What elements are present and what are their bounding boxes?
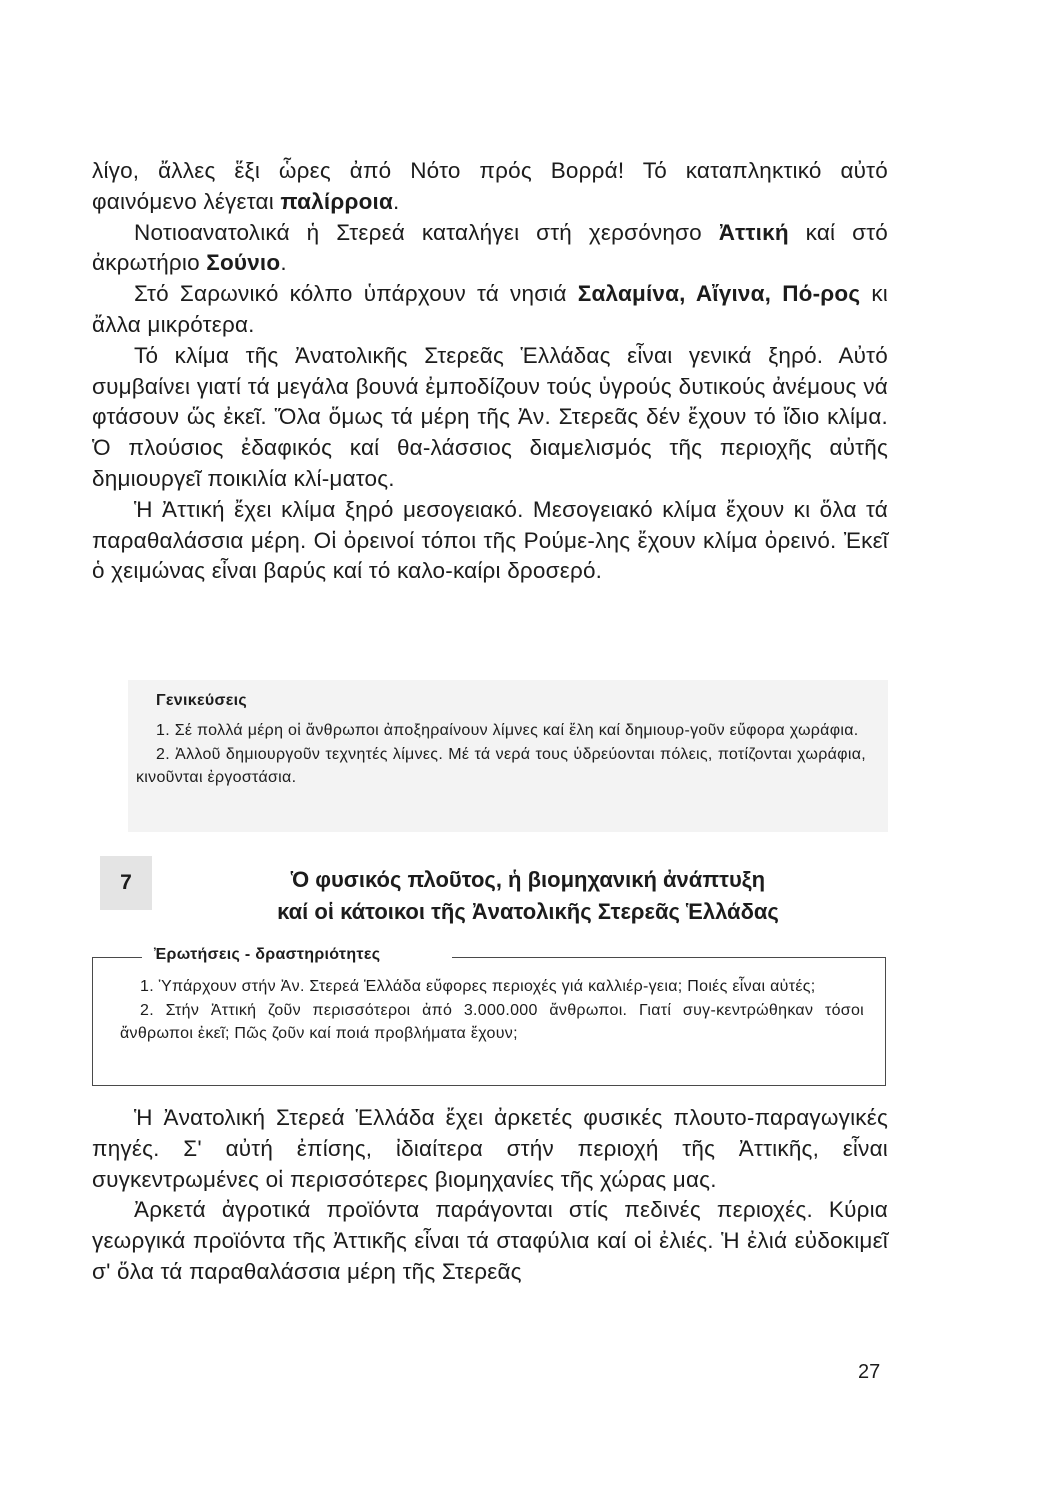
attica-pre: Νοτιοανατολικά ἡ Στερεά καταλήγει στή χερσόνησο	[134, 219, 719, 245]
term-islands: Σαλαμίνα, Αἴγινα, Πό-ρος	[577, 281, 861, 307]
term-tide: παλίρροια	[280, 188, 394, 214]
attica-climate-paragraph: Ἡ Ἀττική ἔχει κλίμα ξηρό μεσογειακό. Μεσογειακό κλίμα ἔχουν κι ὅλα τά παραθαλάσσια μέρη. Οἱ ὀρεινοί τόποι τῆς Ρούμε-λης ἔχουν κλίμα ὀρεινό. Ἐκεῖ ὁ χειμώνας εἶναι βαρύς καί τό καλο-καίρι δροσερό.	[92, 496, 888, 584]
lower-body-text	[92, 1103, 888, 1288]
intro-line-2-pre: φαινόμενο λέγεται	[92, 188, 281, 214]
agriculture-paragraph: Ἀρκετά ἀγροτικά προϊόντα παράγονται στίς πεδινές περιοχές. Κύρια γεωργικά προϊόντα τῆς Ἀττικῆς εἶναι τά σταφύλια καί οἱ ἐλιές. Ἡ ἐλιά εὐδοκιμεῖ σ' ὅλα τά παραθαλάσσια μέρη τῆς Στερεᾶς	[92, 1197, 888, 1284]
questions-list	[120, 975, 864, 1046]
generalization-item: 1. Σέ πολλά μέρη οἱ ἄνθρωποι ἀποξηραίνουν λίμνες καί ἕλη καί δημιουρ-γοῦν εὔφορα χωράφια.	[156, 722, 859, 739]
chapter-title-line-1: Ὁ φυσικός πλοῦτος, ἡ βιομηχανική ἀνάπτυξη	[290, 867, 766, 892]
upper-body-text	[92, 156, 888, 587]
resources-paragraph: Ἡ Ἀνατολική Στερεά Ἑλλάδα ἔχει ἀρκετές φυσικές πλουτο-παραγωγικές πηγές. Σ' αὐτή ἐπίσης, ἰδιαίτερα στήν περιοχή τῆς Ἀττικῆς, εἶναι συγκεντρωμένες οἱ περισσότερες βιομηχανίες τῆς χώρας μας.	[92, 1105, 888, 1192]
term-sounio: Σούνιο	[206, 250, 281, 276]
attica-post: .	[280, 250, 287, 276]
questions-title: Ἐρωτήσεις - δραστηριότητες	[150, 946, 384, 964]
attica-mid: καί στό ἀκρωτήριο	[92, 219, 888, 276]
intro-line-1: λίγο, ἄλλες ἕξι ὧρες ἀπό Νότο πρός Βορρά! Τό καταπληκτικό αὐτό	[92, 158, 888, 183]
climate-paragraph: Τό κλίμα τῆς Ἀνατολικῆς Στερεᾶς Ἑλλάδας εἶναι γενικά ξηρό. Αὐτό συμβαίνει γιατί τά μεγάλα βουνά ἐμποδίζουν τούς ὑγρούς δυτικούς ἀνέμους νά φτάσουν ὥς ἐκεῖ. Ὅλα ὅμως τά μέρη τῆς Ἀν. Στερεᾶς δέν ἔχουν τό ἴδιο κλίμα. Ὁ πλούσιος ἐδαφικός καί θα-λάσσιος διαμελισμός τῆς περιοχῆς αὐτῆς δημιουργεῖ ποικιλία κλί-ματος.	[92, 342, 888, 491]
islands-post: κι ἄλλα μικρότερα.	[92, 281, 888, 337]
questions-frame-top-left	[92, 957, 142, 958]
generalization-item: 2. Ἀλλοῦ δημιουργοῦν τεχνητές λίμνες. Μέ τά νερά τους ὑδρεύονται πόλεις, ποτίζονται χωράφια, κινοῦνται ἐργοστάσια.	[136, 745, 866, 786]
page-number: 27	[858, 1361, 881, 1383]
chapter-title	[188, 864, 868, 928]
chapter-number-badge	[100, 856, 152, 910]
generalizations-title: Γενικεύσεις	[156, 692, 247, 709]
generalizations-list	[136, 719, 866, 790]
term-attica: Ἀττική	[718, 219, 789, 245]
islands-paragraph	[92, 279, 888, 341]
questions-frame-top-right	[452, 957, 886, 958]
intro-paragraph	[92, 156, 888, 218]
chapter-title-line-2: καί οἱ κάτοικοι τῆς Ἀνατολικῆς Στερεᾶς Ἑλλάδας	[277, 899, 779, 924]
attica-paragraph	[92, 218, 888, 280]
question-item: 2. Στήν Ἀττική ζοῦν περισσότεροι ἀπό 3.000.000 ἄνθρωποι. Γιατί συγ-κεντρώθηκαν τόσοι ἄνθρωποι ἐκεῖ; Πῶς ζοῦν καί ποιά προβλήματα ἔχουν;	[120, 1001, 864, 1042]
chapter-number: 7	[120, 871, 132, 894]
question-item: 1. Ὑπάρχουν στήν Ἀν. Στερεά Ἑλλάδα εὔφορες περιοχές γιά καλλιέρ-γεια; Ποιές εἶναι αὐτές;	[140, 978, 816, 995]
islands-pre: Στό Σαρωνικό κόλπο ὑπάρχουν τά νησιά	[134, 281, 578, 307]
intro-line-2-post: .	[393, 188, 400, 214]
